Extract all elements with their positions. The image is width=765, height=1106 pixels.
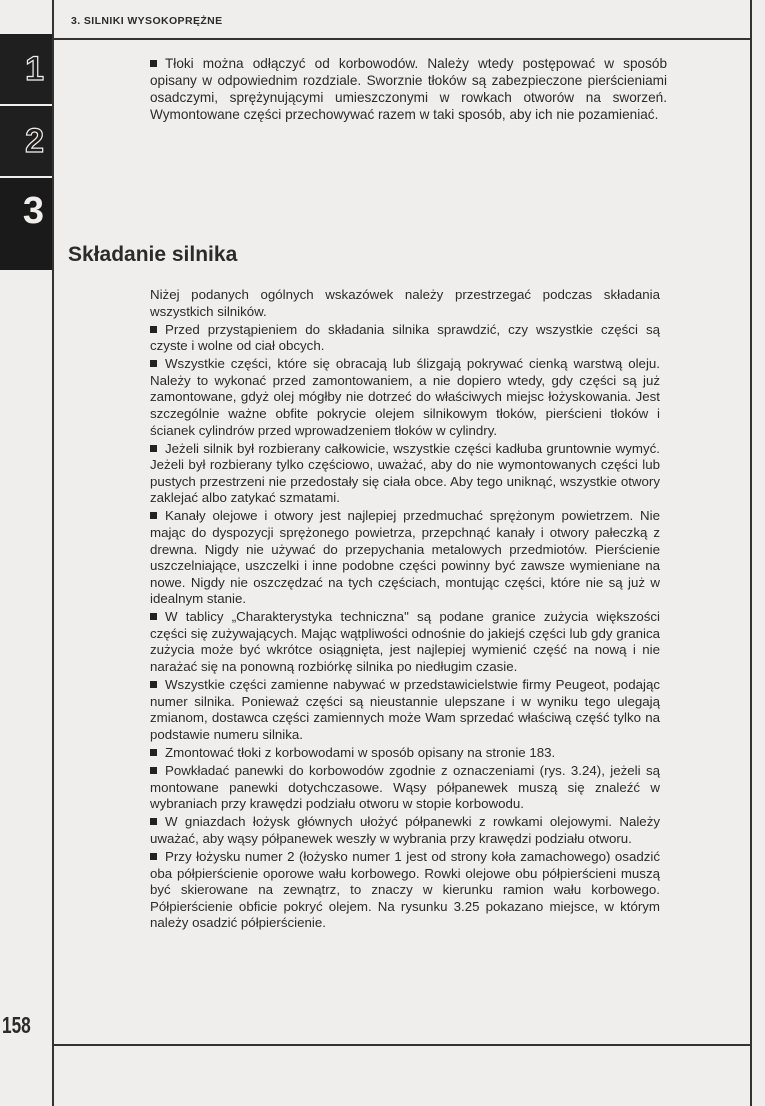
bullet-icon [150,681,157,688]
bullet-icon [150,818,157,825]
bullet-text: Wszystkie części, które się obracają lub ślizgają pokrywać cienką warstwą oleju. Należy to wykonać przed zamontowaniem, a nie dopiero wtedy, gdy części są już zamontowane, gdyż olej mógłby nie dotrzeć do właściwych miejsc łożyskowania. Jest szczególnie ważne obfite pokrycie olejem silnikowym tłoków, pierścieni tłoków i ścianek cylindrów przed wprowadzeniem tłoków w cylindry. [150,356,660,438]
bullet-icon [150,512,157,519]
bullet-paragraph [150,508,660,607]
bullet-paragraph [150,677,660,743]
footer-rule [52,1044,752,1046]
bullet-paragraph [150,849,660,932]
lead-paragraph: Niżej podanych ogólnych wskazówek należy przestrzegać podczas składania wszystkich silników. [150,287,660,319]
bullet-paragraph [150,322,660,355]
bullet-paragraph [150,609,660,675]
intro-paragraph [150,55,667,123]
bullet-text: Przed przystąpieniem do składania silnika sprawdzić, czy wszystkie części są czyste i wolne od ciał obcych. [150,321,660,354]
bullet-paragraph [150,814,660,847]
intro-text: Tłoki można odłączyć od korbowodów. Należy wtedy postępować w sposób opisany w odpowiednim rozdziale. Sworznie tłoków są zabezpieczone pierścieniami osadczymi, sprężynującymi umieszczonymi w rowkach otworów na sworzeń. Wymontowane części przechowywać razem w taki sposób, aby ich nie pozamieniać. [150,56,667,122]
bullet-text: Przy łożysku numer 2 (łożysko numer 1 jest od strony koła zamachowego) osadzić oba półpierścienie oporowe wału korbowego. Rowki olejowe obu półpierścieni muszą być skierowane na zewnątrz, to znaczy w kierunku ramion wału korbowego. Półpierścienie obficie pokryć olejem. Na rysunku 3.25 pokazano miejsce, w którym należy osadzić półpierścienie. [150,848,660,931]
page-number: 158 [2,1012,31,1038]
chapter-tab-label: 2 [25,122,44,160]
left-margin-rule [52,0,54,1106]
bullet-text: Zmontować tłoki z korbowodami w sposób opisany na stronie 183. [165,744,556,760]
bullet-text: W tablicy „Charakterystyka techniczna" są podane granice zużycia większości części się zużywających. Mając wątpliwości odnośnie do jakiejś części lub gdy granica zużycia może być wkrótce osiągnięta, jest najlepiej wymienić część na nową i nie narażać się na ponowną rozbiórkę silnika po niedługim czasie. [150,609,660,674]
bullet-icon [150,749,157,756]
header-rule [52,38,752,40]
bullet-icon [150,853,157,860]
bullet-icon [150,445,157,452]
chapter-tab-3-active [0,178,52,272]
bullet-text: Wszystkie części zamienne nabywać w przedstawicielstwie firmy Peugeot, podając numer silnika. Ponieważ części są nieustannie ulepszane i w wyniku tego ulegają zmianom, dostawca części zamiennych może Wam sprzedać właściwą część tylko na podstawie numeru silnika. [150,677,660,742]
chapter-tab-2 [0,106,52,178]
bullet-icon [150,767,157,774]
bullet-text: Powkładać panewki do korbowodów zgodnie z oznaczeniami (rys. 3.24), jeżeli są montowane panewki dotychczasowe. Wąsy półpanewek muszą się znaleźć w wybraniach przy krawędzi podziału otworu w stopie korbowodu. [150,763,660,812]
bullet-paragraph [150,745,660,762]
bullet-paragraph [150,356,660,439]
bullet-text: Jeżeli silnik był rozbierany całkowicie, wszystkie części kadłuba gruntownie wymyć. Jeżeli był rozbierany tylko częściowo, uważać, aby do nie wymontowanych części lub pustych przestrzeni nie przedostały się ciała obce. Aby tego uniknąć, wszystkie otwory zaklejać albo zatykać szmatami. [150,440,660,506]
bullet-text: W gniazdach łożysk głównych ułożyć półpanewki z rowkami olejowymi. Należy uważać, aby wąsy półpanewek weszły w wybrania przy krawędzi podziału otworu. [150,814,660,846]
bullet-icon [150,613,157,620]
bullet-icon [150,60,157,67]
bullet-paragraph [150,441,660,507]
section-body [150,287,660,933]
section-heading: Składanie silnika [68,243,238,266]
bullet-icon [150,326,157,333]
right-margin-rule [750,0,752,1106]
chapter-tabs [0,34,52,272]
bullet-text: Kanały olejowe i otwory jest najlepiej przedmuchać sprężonym powietrzem. Nie mając do dyspozycji sprężonego powietrza, przepchnąć kanały i otwory pałeczką z drewna. Nigdy nie używać do przepychania metalowych przedmiotów. Pierścienie uszczelniające, uszczelki i inne podobne części powinny być zawsze wymieniane na nowe. Nigdy nie oszczędzać na tych częściach, montując części, które nie są już w idealnym stanie. [150,508,660,607]
bullet-paragraph [150,763,660,813]
bullet-icon [150,360,157,367]
chapter-tab-label: 1 [25,50,44,88]
running-header: 3. SILNIKI WYSOKOPRĘŻNE [71,15,223,27]
chapter-tab-1 [0,34,52,106]
chapter-tab-label: 3 [22,190,44,232]
